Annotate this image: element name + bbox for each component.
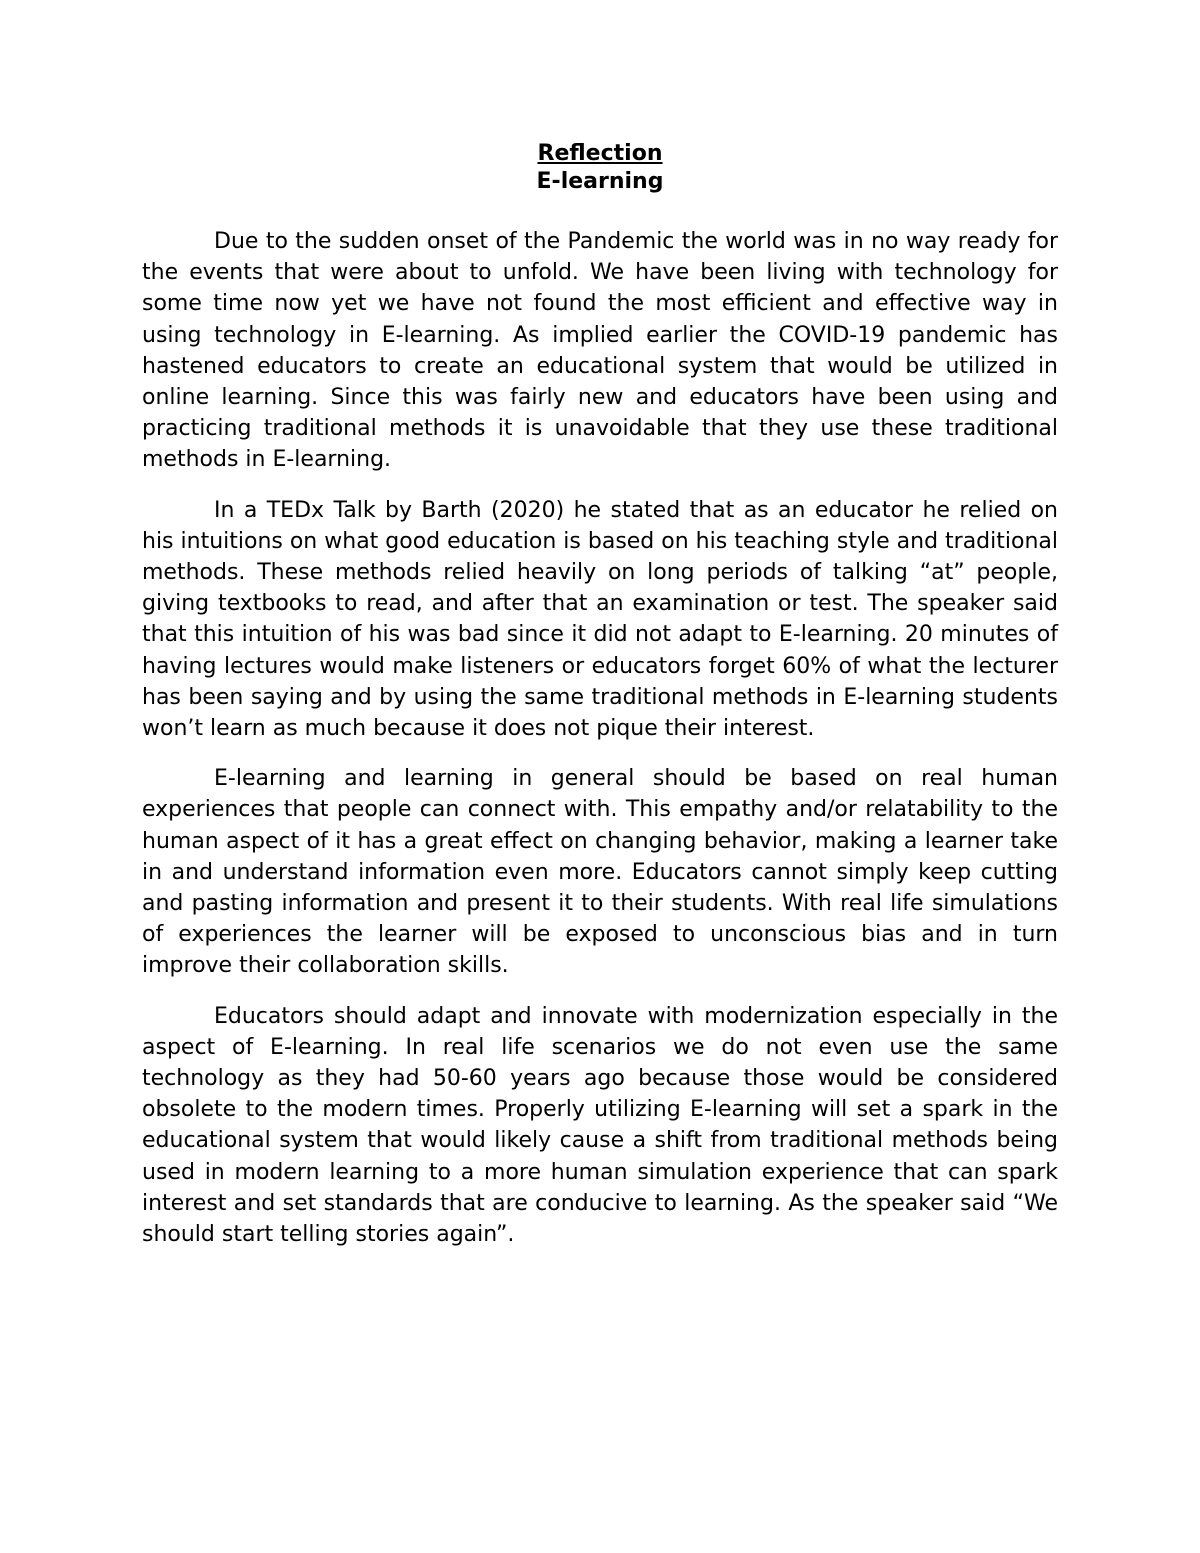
document-subtitle: E-learning <box>536 169 664 194</box>
paragraph-2: In a TEDx Talk by Barth (2020) he stated that as an educator he relied on his intuitions on what good education is based on his teaching style and traditional methods. These methods relied heavily on long periods of talking “at” people, giving textbooks to read, and after that an examination or test. The speaker said that this intuition of his was bad since it did not adapt to E-learning. 20 minutes of having lectures would make listeners or educators forget 60% of what the lecturer has been saying and by using the same traditional methods in E-learning students won’t learn as much because it does not pique their interest. <box>142 497 1058 742</box>
document-title: Reflection <box>537 141 663 166</box>
paragraph-4: Educators should adapt and innovate with modernization especially in the aspect of E-learning. In real life scenarios we do not even use the same technology as they had 50-60 years ago because those would be considered obsolete to the modern times. Properly utilizing E-learning will set a spark in the educational system that would likely cause a shift from traditional methods being used in modern learning to a more human simulation experience that can spark interest and set standards that are conducive to learning. As the speaker said “We should start telling stories again”. <box>142 1003 1058 1248</box>
title-spacer <box>142 196 1058 226</box>
document-page <box>142 140 1058 1269</box>
paragraph-1: Due to the sudden onset of the Pandemic the world was in no way ready for the events that were about to unfold. We have been living with technology for some time now yet we have not found the most efficient and effective way in using technology in E-learning. As implied earlier the COVID-19 pandemic has hastened educators to create an educational system that would be utilized in online learning. Since this was fairly new and educators have been using and practicing traditional methods it is unavoidable that they use these traditional methods in E-learning. <box>142 229 1058 473</box>
paragraph-3: E-learning and learning in general should be based on real human experiences that people can connect with. This empathy and/or relatability to the human aspect of it has a great effect on changing behavior, making a learner take in and understand information even more. Educators cannot simply keep cutting and pasting information and present it to their students. With real life simulations of experiences the learner will be exposed to unconscious bias and in turn improve their collaboration skills. <box>142 766 1058 979</box>
